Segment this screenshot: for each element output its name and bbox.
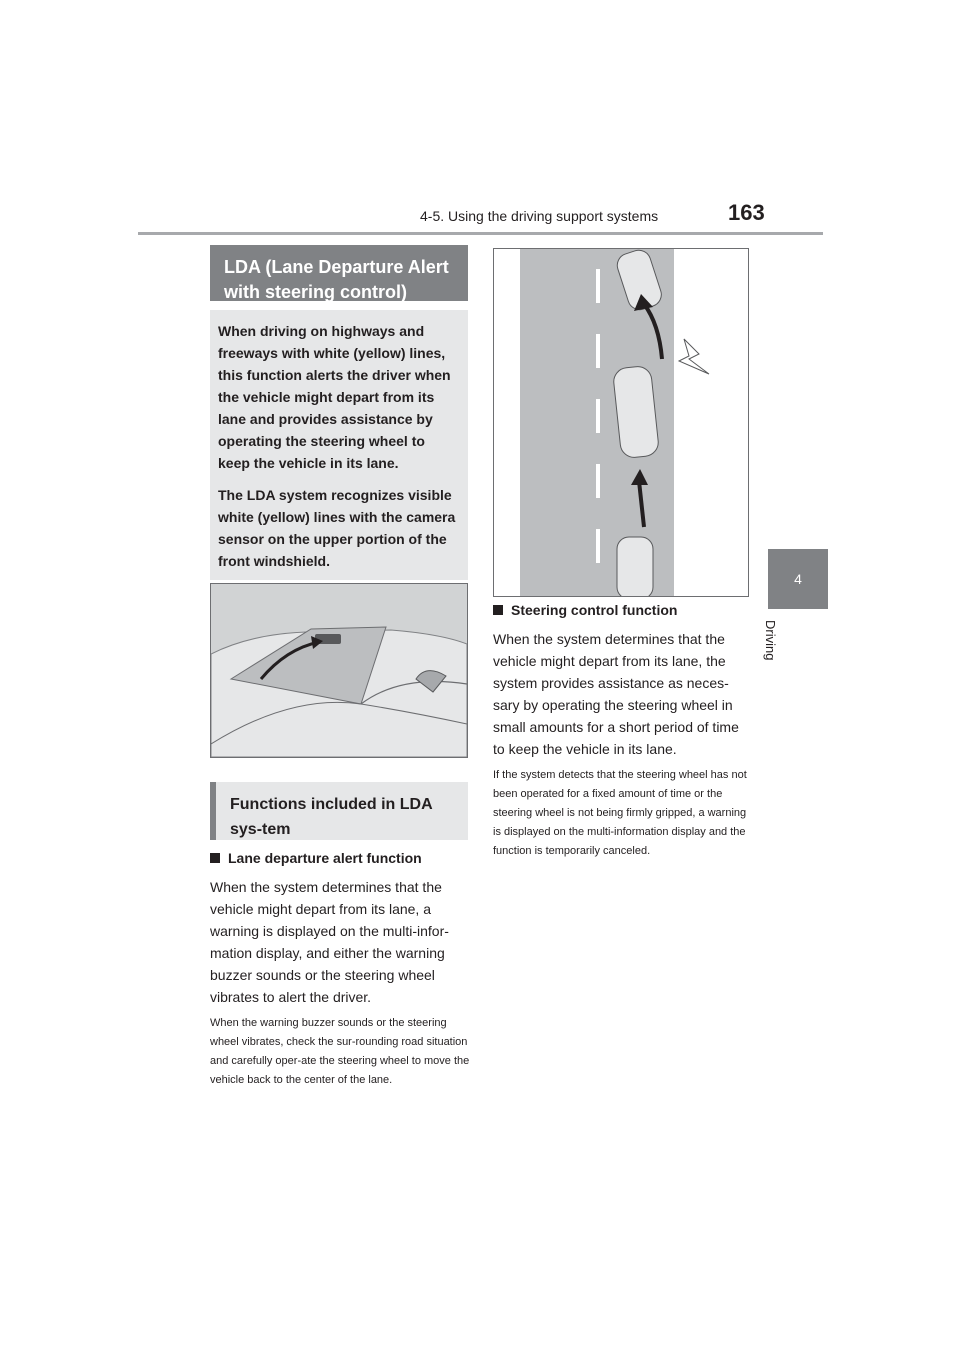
subheading-lane-departure: Lane departure alert function [210, 850, 422, 866]
camera-sensor-illustration [210, 583, 468, 758]
lane-departure-note: When the warning buzzer sounds or the steering wheel vibrates, check the sur-rounding road situation and carefully oper-ate the steering wheel to move the vehicle back to the center of the lane. [210, 1017, 470, 1086]
steering-control-body: When the system determines that the vehicle might depart from its lane, the system provides assistance as neces-sary by operating the steering wheel in small amounts for a short period of time to keep the vehicle in its lane. [493, 631, 739, 757]
header-rule [138, 232, 823, 235]
section-title-functions: Functions included in LDA sys-tem [210, 782, 468, 840]
running-header-section: 4-5. Using the driving support systems [420, 208, 659, 224]
chapter-tab-label: Driving [763, 620, 778, 661]
steering-control-note: If the system detects that the steering wheel has not been operated for a fixed amount of time or the steering wheel is not being firmly gripped, a warning is displayed on the multi-information display and the function is temporarily canceled. [493, 769, 747, 857]
chapter-tab-number: 4 [794, 571, 802, 587]
road-lane-figure [494, 249, 748, 596]
steering-control-illustration [493, 248, 749, 597]
intro-box [210, 310, 468, 580]
square-bullet-icon [493, 605, 503, 615]
subheading-steering-control: Steering control function [493, 602, 677, 618]
square-bullet-icon [210, 853, 220, 863]
page-number: 163 [728, 200, 765, 225]
section-title-lda: LDA (Lane Departure Alert with steering control) [210, 245, 468, 301]
lane-departure-body: When the system determines that the vehicle might depart from its lane, a warning is displayed on the multi-infor-mation display, and either the warning buzzer sounds or the steering wheel vibrates to alert the driver. [210, 879, 449, 1005]
intro-paragraph-2: The LDA system recognizes visible white (yellow) lines with the camera sensor on the upper portion of the front windshield. [218, 487, 456, 569]
intro-paragraph-1: When driving on highways and freeways with white (yellow) lines, this function alerts the driver when the vehicle might depart from its lane and provides assistance by operating the steering wheel to keep the vehicle in its lane. [218, 323, 451, 471]
car-windshield-figure [211, 584, 467, 757]
